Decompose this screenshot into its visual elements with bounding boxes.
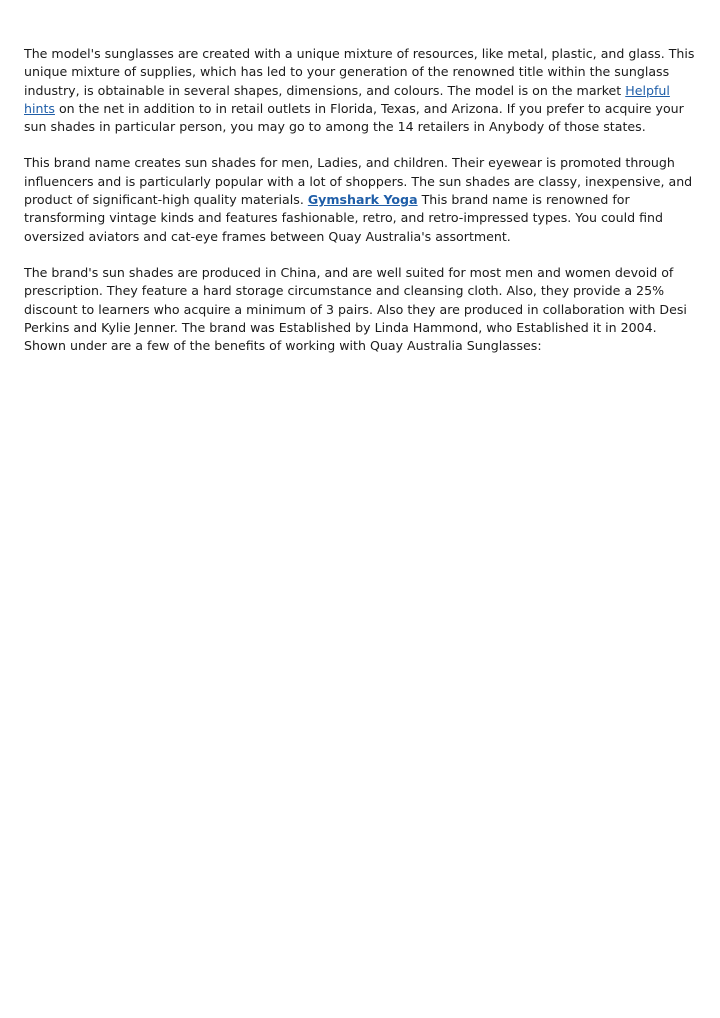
paragraph-materials-text-end: on the net in addition to in retail outlets in Florida, Texas, and Arizona. If you prefer to acquire your sun shades in particular person, you may go to among the 14 retailers in Anybody of those states.: [24, 100, 684, 135]
paragraph-brand-text-start: This brand name creates sun shades for men, Ladies, and children. Their eyewear is promoted through influencers and is particularly popular with a lot of shoppers. The sun shades are classy, inexpensive, and product of significant-high quality materials.: [24, 155, 693, 208]
helpful-hints-link[interactable]: Helpful hints: [24, 82, 670, 116]
paragraph-brand: [24, 154, 696, 245]
gymshark-yoga-link[interactable]: Gymshark Yoga: [307, 192, 418, 208]
paragraph-materials: [24, 45, 696, 136]
paragraph-materials-text-start: The model's sunglasses are created with a unique mixture of resources, like metal, plastic, and glass. This unique mixture of supplies, which has led to your generation of the renowned title within the sunglass industry, is obtainable in several shapes, dimensions, and colours. The model is on the market: [24, 46, 695, 98]
paragraph-brand-text-end: This brand name is renowned for transforming vintage kinds and features fashionable, retro, and retro-impressed types. You could find oversized aviators and cat-eye frames between Quay Australia's assortment.: [24, 192, 664, 244]
paragraph-production: The brand's sun shades are produced in China, and are well suited for most men and women devoid of prescription. They feature a hard storage circumstance and cleansing cloth. Also, they provide a 25% discount to learners who acquire a minimum of 3 pairs. Also they are produced in collaboration with Desi Perkins and Kylie Jenner. The brand was Established by Linda Hammond, who Established it in 2004. Shown under are a few of the benefits of working with Quay Australia Sunglasses:: [24, 264, 687, 354]
